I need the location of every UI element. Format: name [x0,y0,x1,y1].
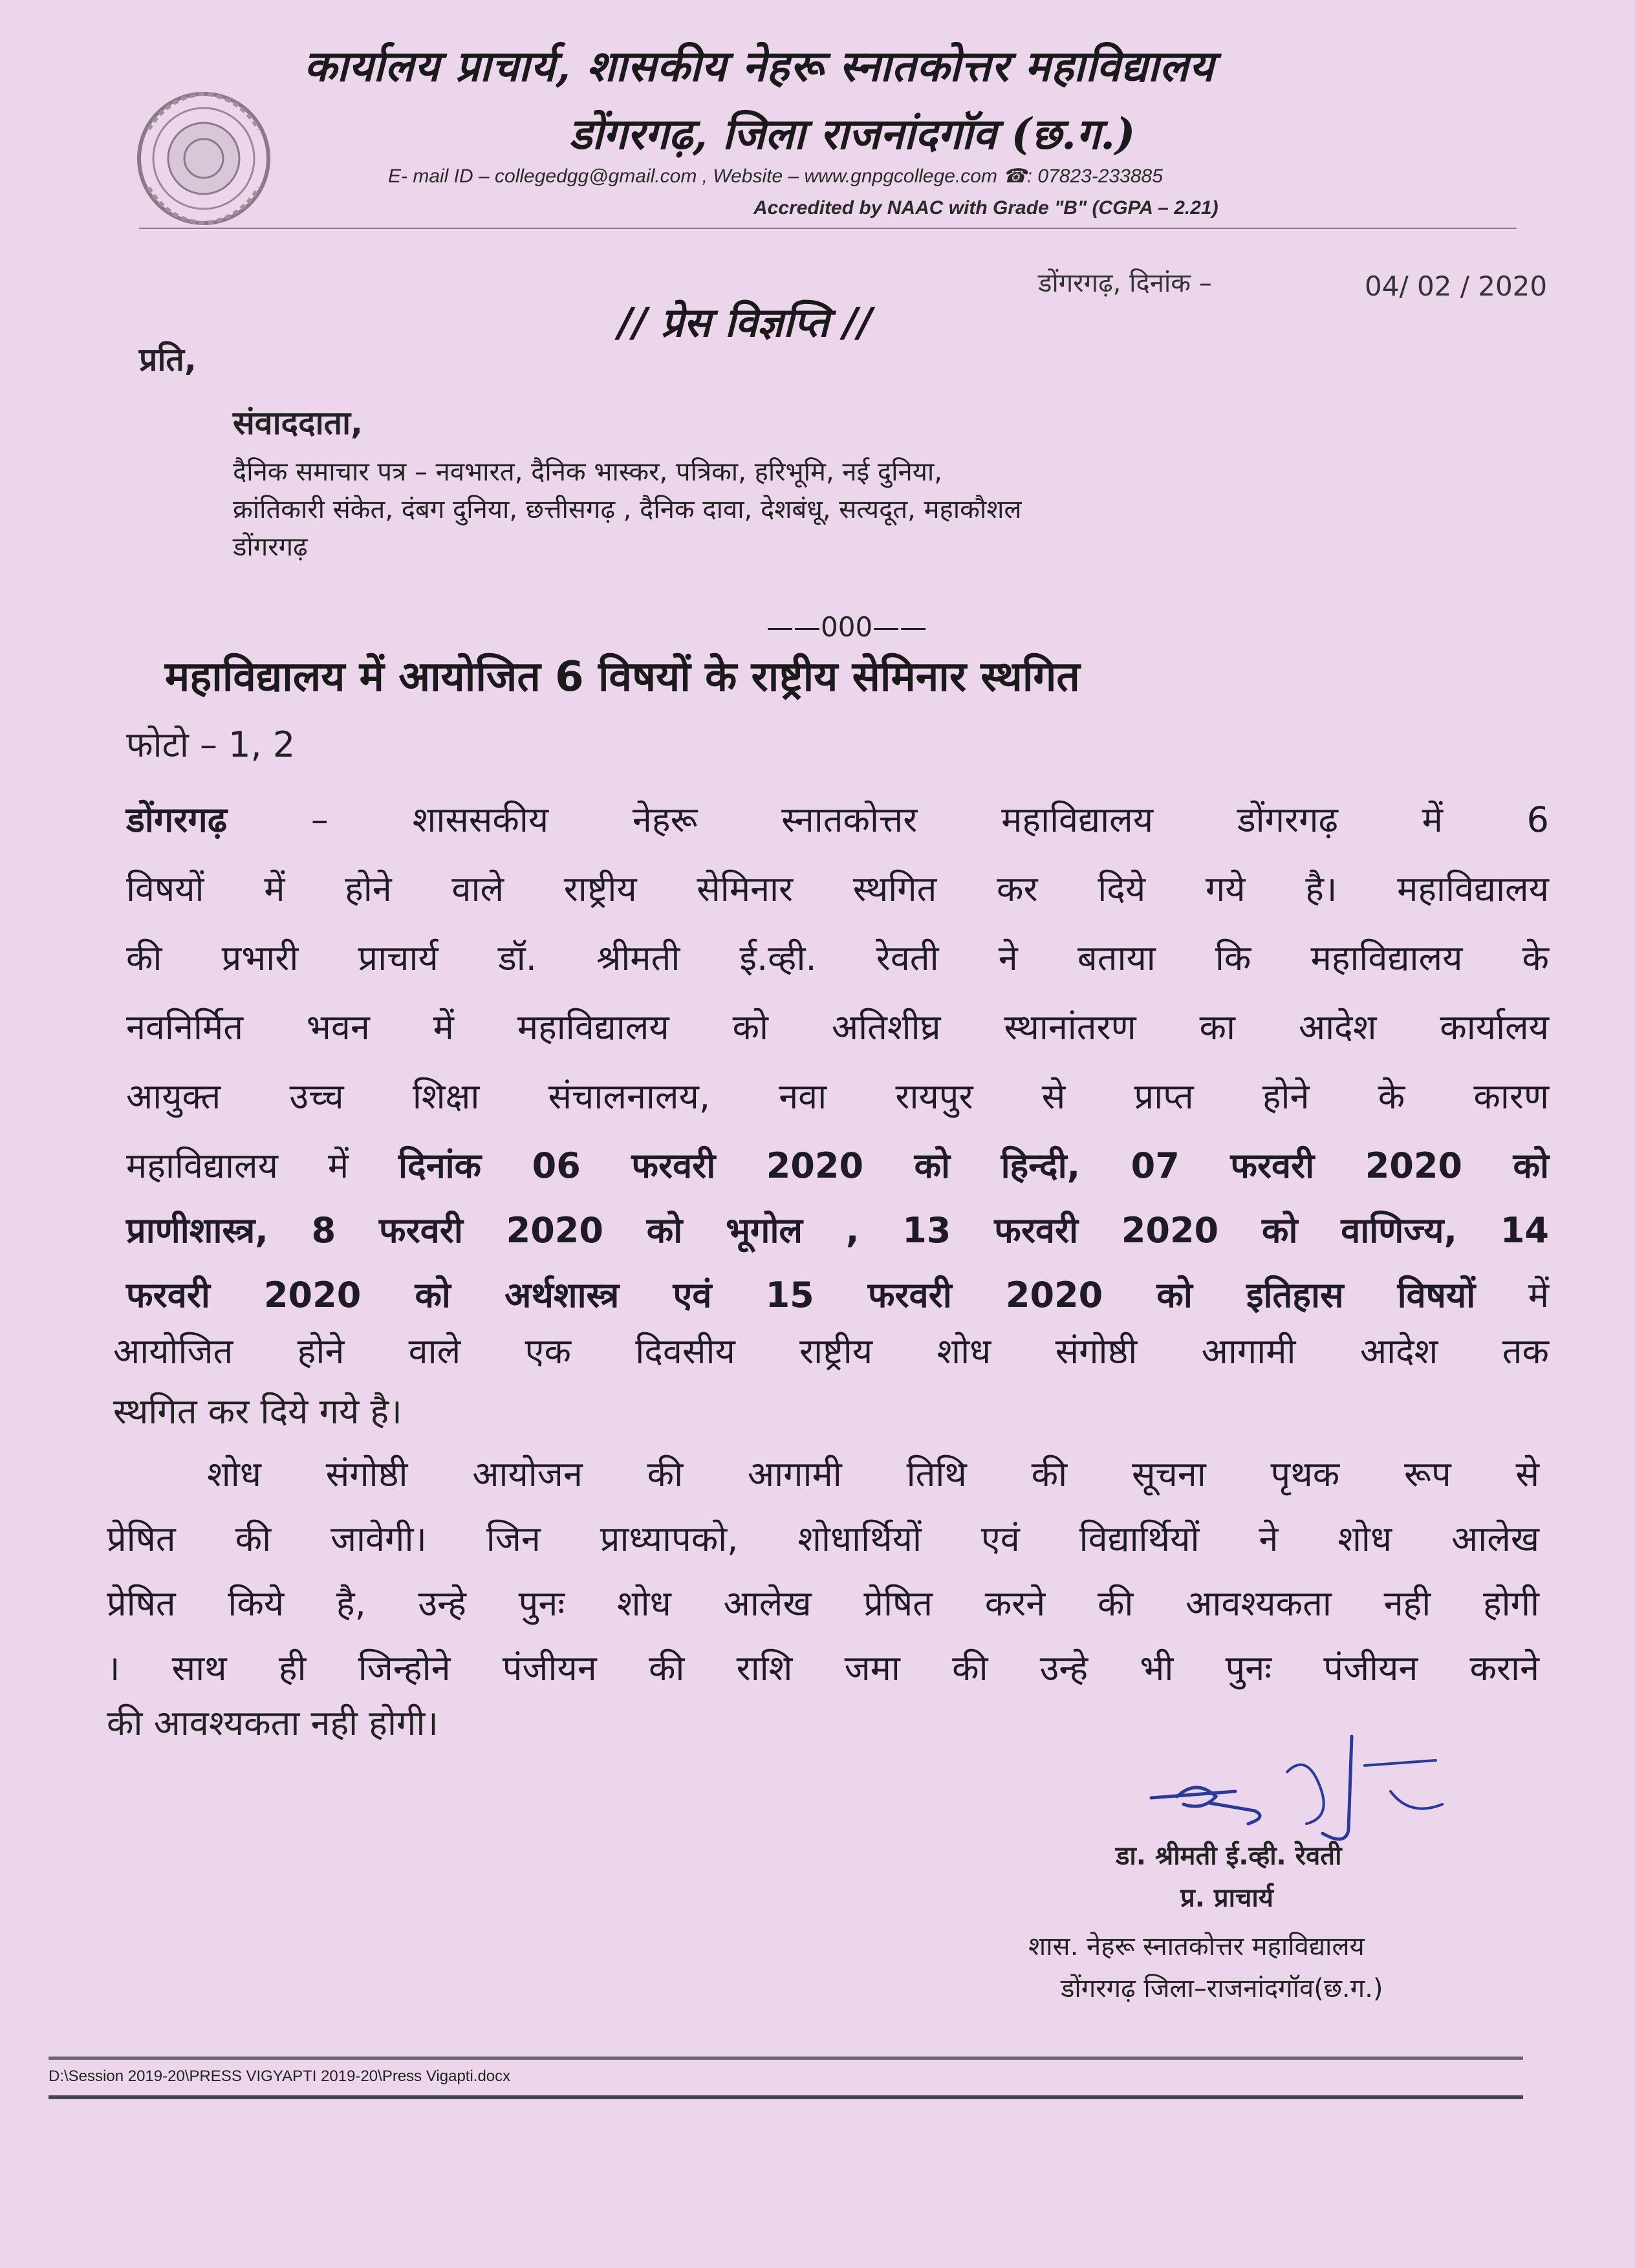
para1-line4: नवनिर्मित भवन में महाविद्यालय को अतिशीघ्र स्थानांतरण का आदेश कार्यालय [126,1007,1549,1048]
footer-rule-top [49,2057,1523,2060]
para1-line2: विषयों में होने वाले राष्ट्रीय सेमिनार स्थगित कर दिये गये है। महाविद्यालय [126,869,1549,909]
date-value: 04/ 02 / 2020 [1365,270,1548,302]
college-seal-logo [129,84,278,233]
separator: ——000—— [766,611,927,643]
para1-line6-plain: महाविद्यालय में [126,1145,349,1186]
para1-line1-text: – शाससकीय नेहरू स्नातकोत्तर महाविद्यालय डोंगरगढ़ में 6 [310,799,1550,840]
para1-line6-bold: दिनांक 06 फरवरी 2020 को हिन्दी, 07 फरवरी 2020 को [398,1145,1550,1186]
header-title-line2: डोंगरगढ़, जिला राजनांदगॉव (छ.ग.) [569,109,1136,159]
para1-dateline: डोंगरगढ़ [126,799,228,840]
header-title-line1: कार्यालय प्राचार्य, शासकीय नेहरू स्नातकोत्तर महाविद्यालय [304,41,1215,91]
para2-line1: शोध संगोष्ठी आयोजन की आगामी तिथि की सूचना पृथक रूप से [207,1454,1539,1495]
para1-line10: स्थगित कर दिये गये है। [113,1391,402,1432]
photo-line: फोटो – 1, 2 [126,724,296,765]
recipient-line-1: दैनिक समाचार पत्र – नवभारत, दैनिक भास्कर, पत्रिका, हरिभूमि, नई दुनिया, [233,457,943,487]
footer-rule-bottom [49,2095,1523,2099]
para1-line6 [126,1140,1549,1188]
header-divider [139,228,1517,229]
recipient-addressee: संवाददाता, [233,404,363,442]
para1-line8-plain: में [1528,1275,1549,1315]
para2-line5: की आवश्यकता नही होगी। [107,1703,439,1744]
date-place-label: डोंगरगढ़, दिनांक – [1038,268,1212,298]
signatory-name: डा. श्रीमती ई.व्ही. रेवती [1116,1841,1342,1871]
recipient-line-3: डोंगरगढ़ [233,532,308,562]
signatory-institution: शास. नेहरू स्नातकोत्तर महाविद्यालय [1028,1932,1365,1961]
para1-line8 [126,1269,1549,1317]
para1-line8-bold: फरवरी 2020 को अर्थशास्त्र एवं 15 फरवरी 2020 को इतिहास विषयों [126,1275,1476,1315]
para1-line3: की प्रभारी प्राचार्य डॉ. श्रीमती ई.व्ही. रेवती ने बताया कि महाविद्यालय के [126,938,1549,978]
header-contact: E- mail ID – collegedgg@gmail.com , Website – www.gnpgcollege.com ☎: 07823-233885 [388,166,1163,187]
footer-file-path: D:\Session 2019-20\PRESS VIGYAPTI 2019-20\Press Vigapti.docx [49,2068,511,2085]
signatory-address: डोंगरगढ़ जिला–राजनांदगॉव(छ.ग.) [1061,1974,1383,2003]
signatory-designation: प्र. प्राचार्य [1180,1883,1273,1913]
para2-line2: प्रेषित की जावेगी। जिन प्राध्यापको, शोधार्थियों एवं विद्यार्थियों ने शोध आलेख [107,1518,1539,1559]
para1-line9: आयोजित होने वाले एक दिवसीय राष्ट्रीय शोध संगोष्ठी आगामी आदेश तक [113,1331,1549,1372]
para2-line4: । साथ ही जिन्होने पंजीयन की राशि जमा की उन्हे भी पुनः पंजीयन कराने [107,1648,1539,1689]
para1-line5: आयुक्त उच्च शिक्षा संचालनालय, नवा रायपुर से प्राप्त होने के कारण [126,1076,1549,1117]
para1-line7: प्राणीशास्त्र, 8 फरवरी 2020 को भूगोल , 13 फरवरी 2020 को वाणिज्य, 14 [126,1210,1549,1251]
press-release-heading: // प्रेस विज्ञप्ति // [618,299,872,346]
recipient-to: प्रति, [139,341,197,378]
para1-line1 [126,794,1549,842]
recipient-line-2: क्रांतिकारी संकेत, दंबग दुनिया, छत्तीसगढ़ , दैनिक दावा, देशबंधू, सत्यदूत, महाकौशल [233,495,1022,524]
para2-line3: प्रेषित किये है, उन्हे पुनः शोध आलेख प्रेषित करने की आवश्यकता नही होगी [107,1583,1539,1624]
header-accreditation: Accredited by NAAC with Grade "B" (CGPA – 2.21) [753,197,1218,219]
news-title: महाविद्यालय में आयोजित 6 विषयों के राष्ट्रीय सेमिनार स्थगित [165,653,1080,701]
